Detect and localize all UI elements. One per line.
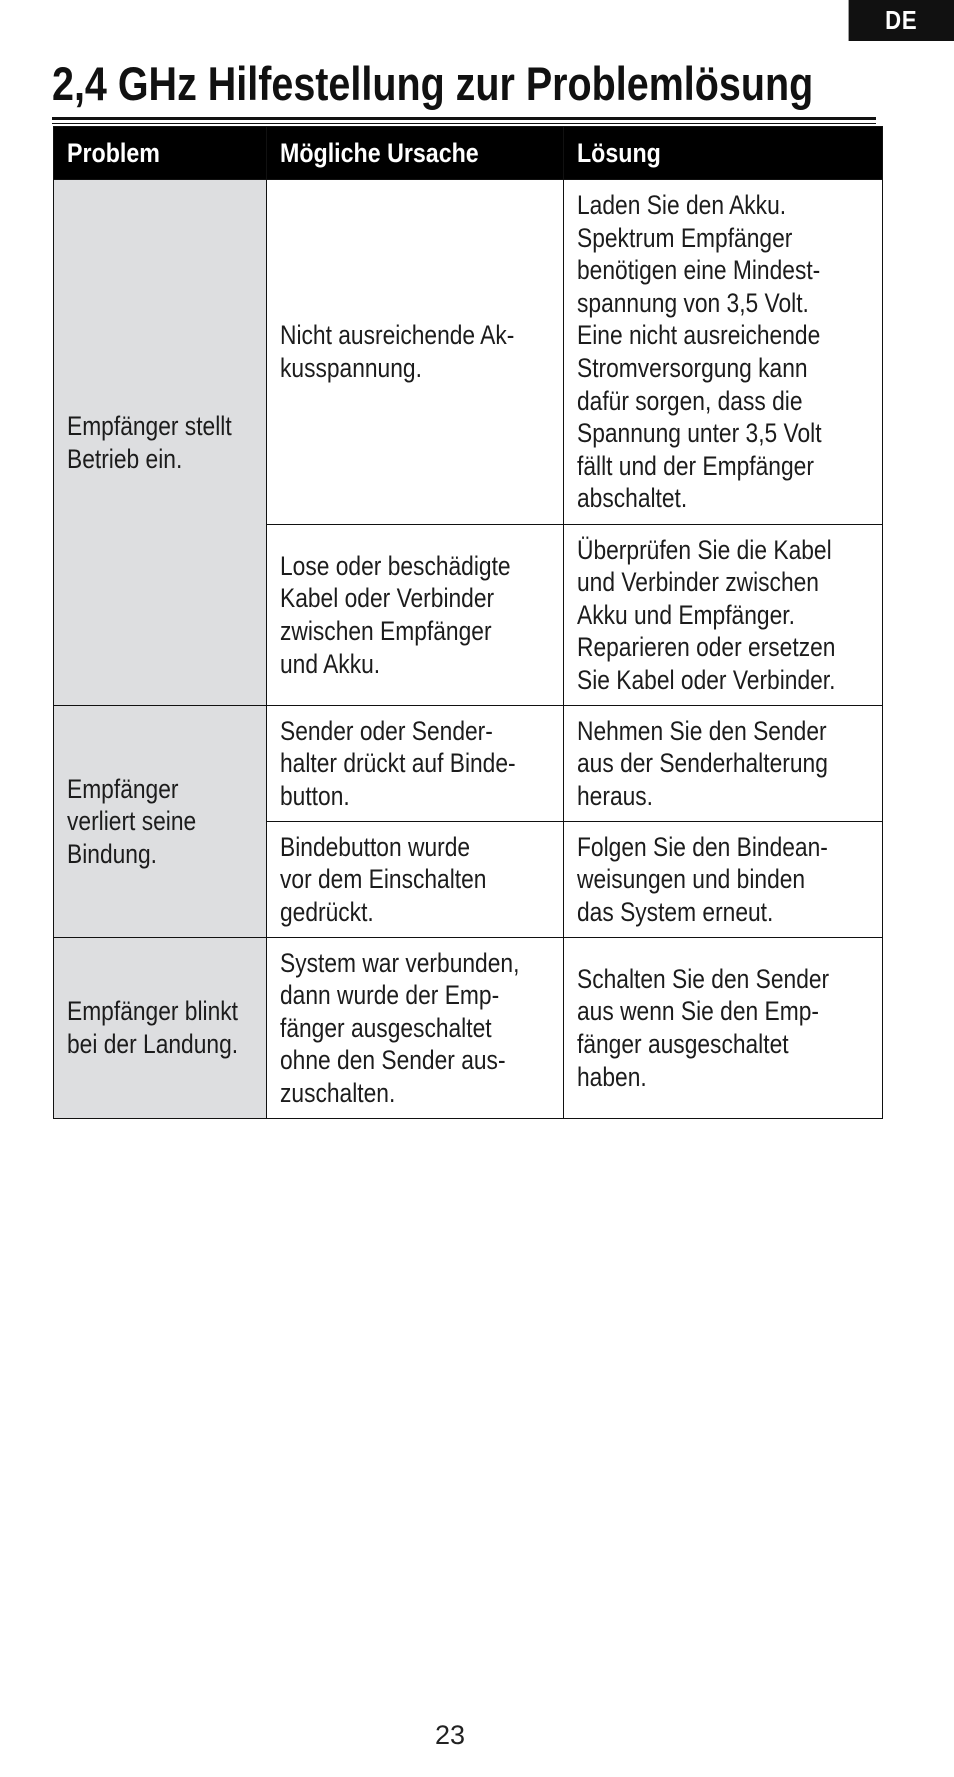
table-body — [54, 180, 883, 1119]
header-cause: Mögliche Ursache — [267, 127, 564, 180]
cause-cell: Nicht ausreichende Ak- kusspannung. — [267, 180, 564, 525]
page-title: 2,4 GHz Hilfestellung zur Problemlösung — [52, 57, 814, 110]
page-number: 23 — [434, 1720, 466, 1750]
cause-cell: System war verbunden, dann wurde der Emp- fänger ausgeschaltet ohne den Sender aus- zuschalten. — [267, 938, 564, 1119]
solution-cell: Nehmen Sie den Sender aus der Senderhalterung heraus. — [564, 706, 883, 822]
title-rule-thin — [52, 123, 876, 124]
header-problem: Problem — [54, 127, 267, 180]
header-row — [54, 127, 883, 180]
problem-cell: Empfänger verliert seine Bindung. — [54, 706, 267, 938]
language-tab: DE — [849, 0, 954, 41]
table-row — [54, 706, 883, 822]
solution-cell: Überprüfen Sie die Kabel und Verbinder zwischen Akku und Empfänger. Reparieren oder ersetzen Sie Kabel oder Verbinder. — [564, 525, 883, 706]
solution-cell: Folgen Sie den Bindean- weisungen und binden das System erneut. — [564, 822, 883, 938]
problem-cell: Empfänger stellt Betrieb ein. — [54, 180, 267, 706]
cause-cell: Bindebutton wurde vor dem Einschalten gedrückt. — [267, 822, 564, 938]
troubleshooting-table — [53, 126, 883, 1119]
title-rule-thick — [52, 117, 876, 120]
table-row — [54, 938, 883, 1119]
table-header — [54, 127, 883, 180]
solution-cell: Laden Sie den Akku. Spektrum Empfänger benötigen eine Mindest- spannung von 3,5 Volt. Eine nicht ausreichende Stromversorgung kann dafür sorgen, dass die Spannung unter 3,5 Volt fällt und der Empfänger abschaltet. — [564, 180, 883, 525]
header-solution: Lösung — [564, 127, 883, 180]
solution-cell: Schalten Sie den Sender aus wenn Sie den Emp- fänger ausgeschaltet haben. — [564, 938, 883, 1119]
table-row — [54, 180, 883, 525]
cause-cell: Sender oder Sender- halter drückt auf Binde- button. — [267, 706, 564, 822]
problem-cell: Empfänger blinkt bei der Landung. — [54, 938, 267, 1119]
cause-cell: Lose oder beschädigte Kabel oder Verbinder zwischen Empfänger und Akku. — [267, 525, 564, 706]
